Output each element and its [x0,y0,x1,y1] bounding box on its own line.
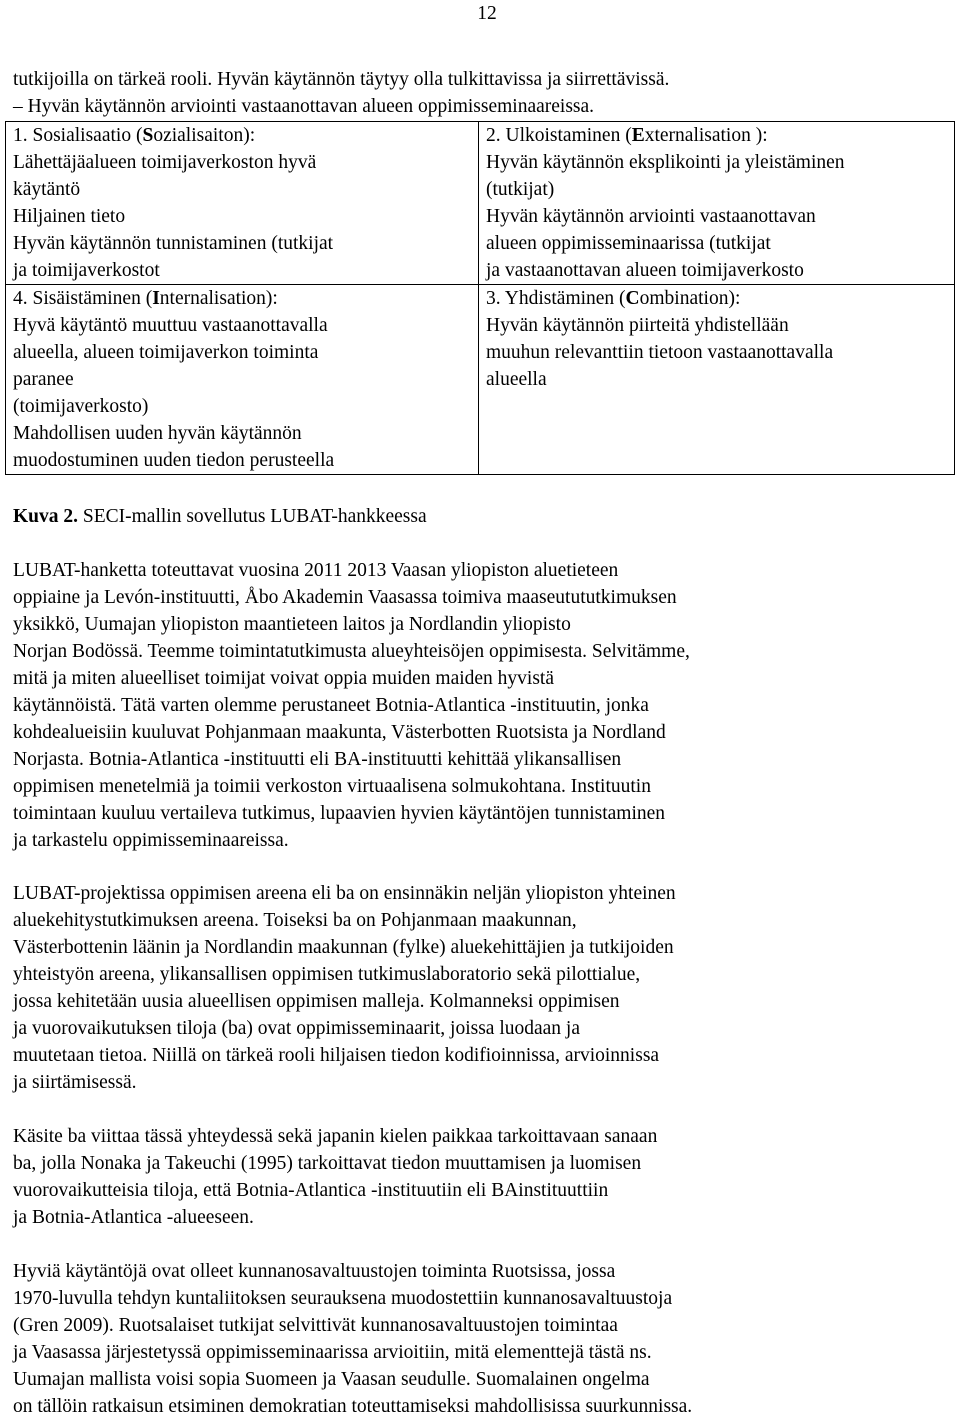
text-line: Hyvä käytäntö muuttuu vastaanottavalla [13,315,328,336]
intro-text [13,66,943,120]
text-line: ja siirtämisessä. [13,1072,137,1093]
text-line: ja tarkastelu oppimisseminaareissa. [13,830,289,851]
seci-cell-combination [479,285,955,475]
text-line: toimintaan kuuluu vertaileva tutkimus, lupaavien hyvien käytäntöjen tunnistaminen [13,803,666,824]
text-line: Hiljainen tieto [13,206,126,227]
text-line: alueen oppimisseminaarissa (tutkijat [486,233,771,254]
text-line: ba, jolla Nonaka ja Takeuchi (1995) tarkoittavat tiedon muuttamisen ja luomisen [13,1153,642,1174]
seci-model-table [5,121,955,475]
text-line: alueella [486,369,547,390]
page-number: 12 [477,3,497,24]
text-line: Hyvän käytännön arviointi vastaanottavan [486,206,816,227]
paragraph-ba-arena [13,880,943,1096]
text-line: (tutkijat) [486,179,555,200]
text-line: Norjan Bodössä. Teemme toimintatutkimusta alueyhteisöjen oppimisesta. Selvitämme, [13,641,690,662]
paragraph-good-practices [13,1258,943,1420]
text-line: Hyvän käytännön piirteitä yhdistellään [486,315,789,336]
seci-cell-title: 1. Sosialisaatio (Sozialisaiton): [13,125,256,146]
text-line: muuhun relevanttiin tietoon vastaanottavalla [486,342,834,363]
caption-text: SECI-mallin sovellutus LUBAT-hankkeessa [78,506,427,527]
text-line: ja Botnia-Atlantica -alueeseen. [13,1207,254,1228]
seci-cell-title: 3. Yhdistäminen (Combination): [486,288,741,309]
text-line: (Gren 2009). Ruotsalaiset tutkijat selvittivät kunnanosavaltuustojen toimintaa [13,1315,618,1336]
text-line: yhteistyön areena, ylikansallisen oppimisen tutkimuslaboratorio sekä pilottialue, [13,964,641,985]
text-line: ja vastaanottavan alueen toimijaverkosto [486,260,804,281]
seci-cell-externalisation [479,122,955,285]
text-line: paranee [13,369,74,390]
seci-cell-internalisation [6,285,479,475]
text-line: Västerbottenin läänin ja Nordlandin maakunnan (fylke) aluekehittäjien ja tutkijoiden [13,937,674,958]
text-line: vuorovaikutteisia tiloja, että Botnia-Atlantica -instituutiin eli BAinstituuttiin [13,1180,609,1201]
text-line: Uumajan mallista voisi sopia Suomeen ja Vaasan seudulle. Suomalainen ongelma [13,1369,650,1390]
text-line: LUBAT-projektissa oppimisen areena eli ba on ensinnäkin neljän yliopiston yhteinen [13,883,676,904]
text-line: Hyviä käytäntöjä ovat olleet kunnanosavaltuustojen toiminta Ruotsissa, jossa [13,1261,616,1282]
text-line: Hyvän käytännön tunnistaminen (tutkijat [13,233,334,254]
text-line: käytäntö [13,179,81,200]
text-line: – Hyvän käytännön arviointi vastaanottavan alueen oppimisseminaareissa. [13,96,595,117]
seci-cell-socialisation [6,122,479,285]
text-line: on tällöin ratkaisun etsiminen demokratian toteuttamiseksi mahdollisissa suurkunnissa. [13,1396,693,1417]
text-line: alueella, alueen toimijaverkon toiminta [13,342,319,363]
text-line: Hyvän käytännön eksplikointi ja yleistäminen [486,152,845,173]
text-line: mitä ja miten alueelliset toimijat voivat oppia muiden maiden hyvistä [13,668,555,689]
text-line: Mahdollisen uuden hyvän käytännön [13,423,302,444]
seci-cell-title: 4. Sisäistäminen (Internalisation): [13,288,278,309]
caption-label: Kuva 2. [13,506,79,527]
text-line: oppimisen menetelmiä ja toimii verkoston virtuaalisena solmukohtana. Instituutin [13,776,651,797]
text-line: tutkijoilla on tärkeä rooli. Hyvän käytännön täytyy olla tulkittavissa ja siirrettävissä. [13,69,670,90]
text-line: käytännöistä. Tätä varten olemme perustaneet Botnia-Atlantica -instituutin, jonka [13,695,649,716]
text-line: ja toimijaverkostot [13,260,160,281]
figure-caption [13,503,943,530]
text-line: LUBAT-hanketta toteuttavat vuosina 2011 2013 Vaasan yliopiston aluetieteen [13,560,619,581]
text-line: oppiaine ja Levón-instituutti, Åbo Akademin Vaasassa toimiva maaseutututkimuksen [13,587,677,608]
text-line: ja vuorovaikutuksen tiloja (ba) ovat oppimisseminaarit, joissa luodaan ja [13,1018,580,1039]
text-line: jossa kehitetään uusia alueellisen oppimisen malleja. Kolmanneksi oppimisen [13,991,620,1012]
text-line: 1970-luvulla tehdyn kuntaliitoksen seurauksena muodostettiin kunnanosavaltuustoja [13,1288,673,1309]
text-line: aluekehitystutkimuksen areena. Toiseksi ba on Pohjanmaan maakunnan, [13,910,577,931]
text-line: ja Vaasassa järjestetyssä oppimisseminaarissa arvioitiin, mitä elementtejä tästä ns. [13,1342,652,1363]
seci-cell-title: 2. Ulkoistaminen (Externalisation ): [486,125,768,146]
text-line: muutetaan tietoa. Niillä on tärkeä rooli hiljaisen tiedon kodifioinnissa, arvioinnissa [13,1045,660,1066]
text-line: (toimijaverkosto) [13,396,149,417]
text-line: Käsite ba viittaa tässä yhteydessä sekä japanin kielen paikkaa tarkoittavaan sanaan [13,1126,658,1147]
text-line: Norjasta. Botnia-Atlantica -instituutti eli BA-instituutti kehittää ylikansallisen [13,749,622,770]
text-line: yksikkö, Uumajan yliopiston maantieteen laitos ja Nordlandin yliopisto [13,614,571,635]
text-line: Lähettäjäalueen toimijaverkoston hyvä [13,152,317,173]
text-line: muodostuminen uuden tiedon perusteella [13,450,335,471]
paragraph-lubat-partners [13,557,943,854]
text-line: kohdealueisiin kuuluvat Pohjanmaan maakunta, Västerbotten Ruotsista ja Nordland [13,722,666,743]
paragraph-ba-concept [13,1123,943,1231]
